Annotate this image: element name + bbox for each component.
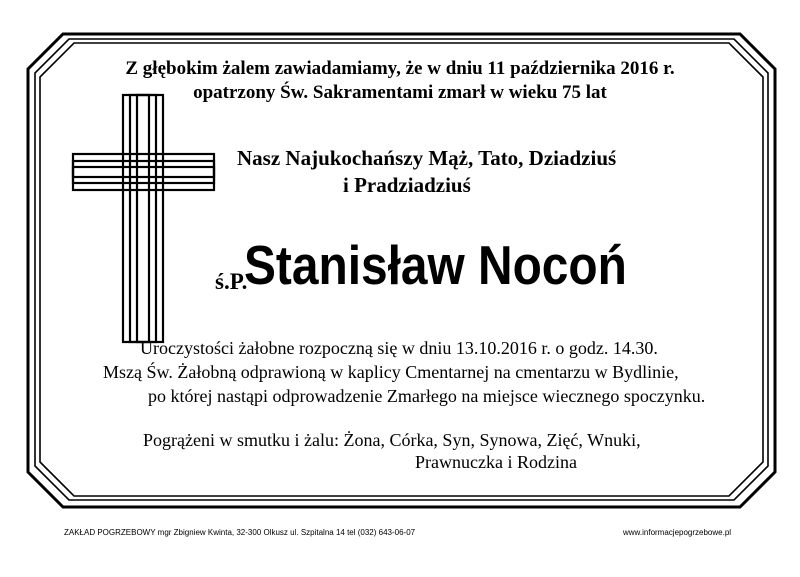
deceased-name: Stanisław Nocoń: [244, 234, 627, 296]
family-role-line-2: i Pradziadziuś: [343, 173, 471, 197]
funeral-home-info: ZAKŁAD POGRZEBOWY mgr Zbigniew Kwinta, 32-300 Olkusz ul. Szpitalna 14 tel (032) 643-06-07: [64, 528, 416, 537]
family-role-line-1: Nasz Najukochańszy Mąż, Tato, Dziadziuś: [237, 146, 617, 170]
announcement-line-1: Z głębokim żalem zawiadamiamy, że w dniu 11 października 2016 r.: [125, 58, 675, 79]
name-prefix: ś.P.: [215, 269, 248, 294]
funeral-home-website: www.informacjepogrzebowe.pl: [623, 528, 732, 537]
mourners-line-2: Prawnuczka i Rodzina: [415, 452, 577, 472]
latin-cross-icon: [73, 95, 214, 342]
mourners-line-1: Pogrążeni w smutku i żalu: Żona, Córka, Syn, Synowa, Zięć, Wnuki,: [143, 430, 641, 450]
ceremony-line-1: Uroczystości żałobne rozpoczną się w dniu 13.10.2016 r. o godz. 14.30.: [140, 338, 658, 358]
ceremony-line-2: Mszą Św. Żałobną odprawioną w kaplicy Cmentarnej na cmentarzu w Bydlinie,: [103, 362, 679, 382]
ceremony-line-3: po której nastąpi odprowadzenie Zmarłego na miejsce wiecznego spoczynku.: [148, 386, 706, 406]
announcement-line-2: opatrzony Św. Sakramentami zmarł w wieku 75 lat: [193, 82, 607, 103]
